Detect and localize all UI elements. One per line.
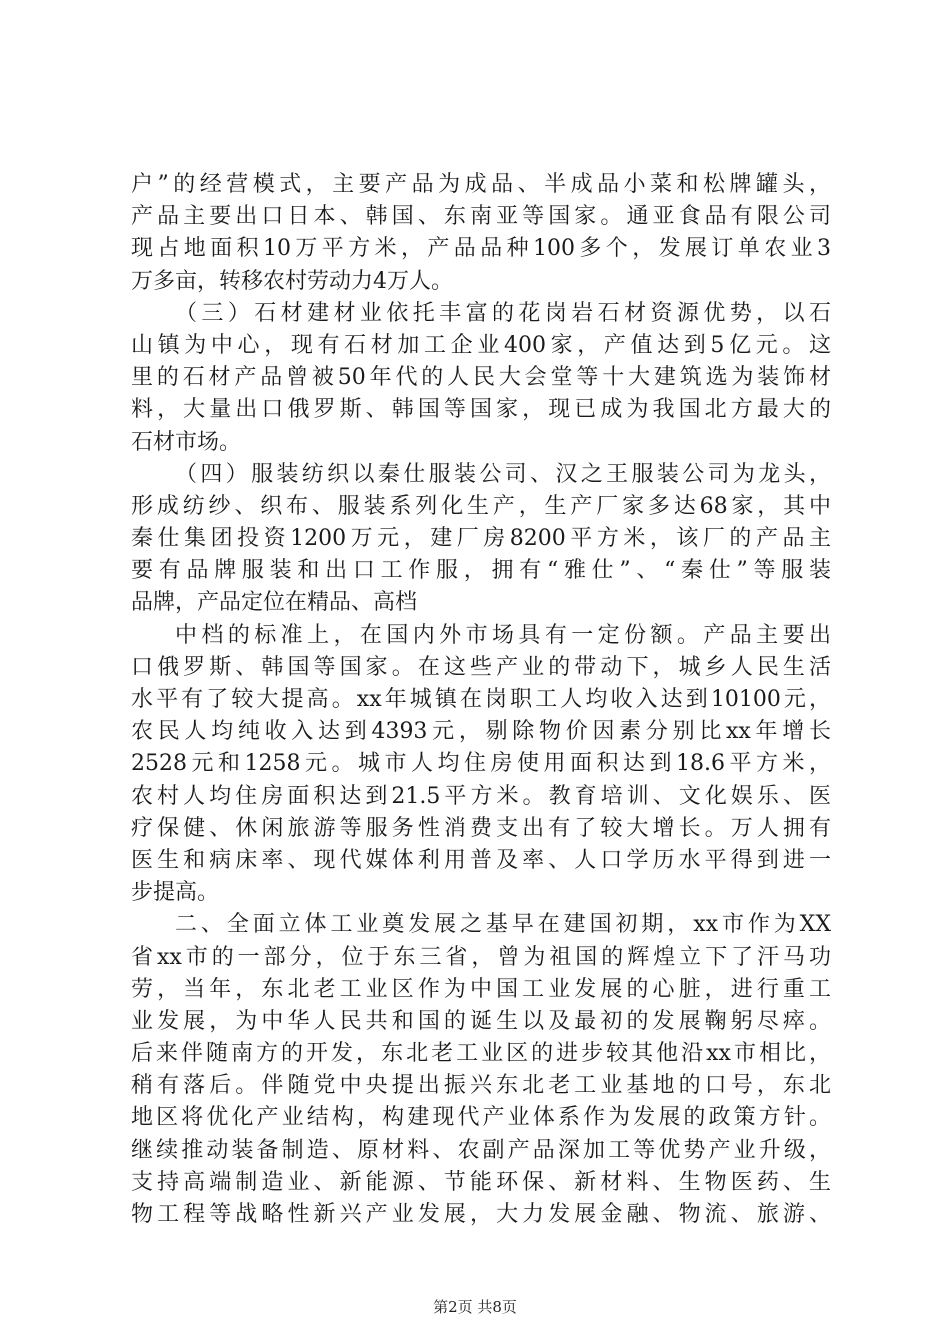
text-line: 山镇为中心，现有石材加工企业400家，产值达到5亿元。这 (131, 332, 831, 358)
text-line: 步提高。 (131, 880, 220, 906)
text-line: 水平有了较大提高。xx年城镇在岗职工人均收入达到10100元， (131, 687, 831, 712)
text-line: 户”的经营模式，主要产品为成品、半成品小菜和松牌罐头， (131, 172, 831, 197)
text-line: 料，大量出口俄罗斯、韩国等国家，现已成为我国北方最大的 (131, 397, 831, 423)
text-line: 形成纺纱、织布、服装系列化生产，生产厂家多达68家，其中 (131, 493, 831, 519)
text-line: 品牌，产品定位在精品、高档 (131, 590, 418, 616)
text-line: 物工程等战略性新兴产业发展，大力发展金融、物流、旅游、 (131, 1202, 831, 1227)
text-line: （三）石材建材业依托丰富的花岗岩石材资源优势，以石 (175, 300, 831, 326)
text-line: （四）服装纺织以秦仕服装公司、汉之王服装公司为龙头， (175, 461, 831, 487)
text-line: 秦仕集团投资1200万元，建厂房8200平方米，该厂的产品主 (131, 526, 831, 552)
text-line: 万多亩，转移农村劳动力4万人。 (131, 268, 453, 294)
text-line: 里的石材产品曾被50年代的人民大会堂等十大建筑选为装饰材 (131, 365, 831, 391)
text-line: 产品主要出口日本、韩国、东南亚等国家。通亚食品有限公司 (131, 204, 831, 230)
text-line: 支持高端制造业、新能源、节能环保、新材料、生物医药、生 (131, 1169, 831, 1195)
text-line: 后来伴随南方的开发，东北老工业区的进步较其他沿xx市相比， (131, 1041, 831, 1067)
page-footer: 第2页 共8页 (433, 1298, 517, 1316)
text-line: 省xx市的一部分，位于东三省，曾为祖国的辉煌立下了汗马功 (131, 944, 831, 970)
text-line: 劳，当年，东北老工业区作为中国工业发展的心脏，进行重工 (131, 976, 831, 1002)
text-line: 稍有落后。伴随党中央提出振兴东北老工业基地的口号，东北 (131, 1073, 831, 1099)
text-line: 现占地面积10万平方米，产品品种100多个，发展订单农业3 (131, 236, 831, 262)
text-line: 继续推动装备制造、原材料、农副产品深加工等优势产业升级， (131, 1137, 831, 1163)
text-line: 中档的标准上，在国内外市场具有一定份额。产品主要出 (175, 622, 831, 648)
text-line: 石材市场。 (131, 429, 242, 455)
text-line: 业发展，为中华人民共和国的诞生以及最初的发展鞠躬尽瘁。 (131, 1008, 831, 1034)
text-line: 医生和病床率、现代媒体利用普及率、人口学历水平得到进一 (131, 847, 831, 873)
text-line: 2528元和1258元。城市人均住房使用面积达到18.6平方米， (131, 751, 831, 777)
text-line: 农村人均住房面积达到21.5平方米。教育培训、文化娱乐、医 (131, 783, 831, 809)
text-line: 地区将优化产业结构，构建现代产业体系作为发展的政策方针。 (131, 1105, 831, 1131)
text-line: 口俄罗斯、韩国等国家。在这些产业的带动下，城乡人民生活 (131, 654, 831, 680)
text-line: 二、全面立体工业奠发展之基早在建国初期，xx市作为XX (175, 912, 831, 938)
text-line: 要有品牌服装和出口工作服，拥有“雅仕”、“秦仕”等服装 (131, 558, 831, 584)
text-line: 疗保健、休闲旅游等服务性消费支出有了较大增长。万人拥有 (131, 815, 831, 841)
text-line: 农民人均纯收入达到4393元，剔除物价因素分别比xx年增长 (131, 719, 831, 745)
document-body (131, 169, 831, 1231)
